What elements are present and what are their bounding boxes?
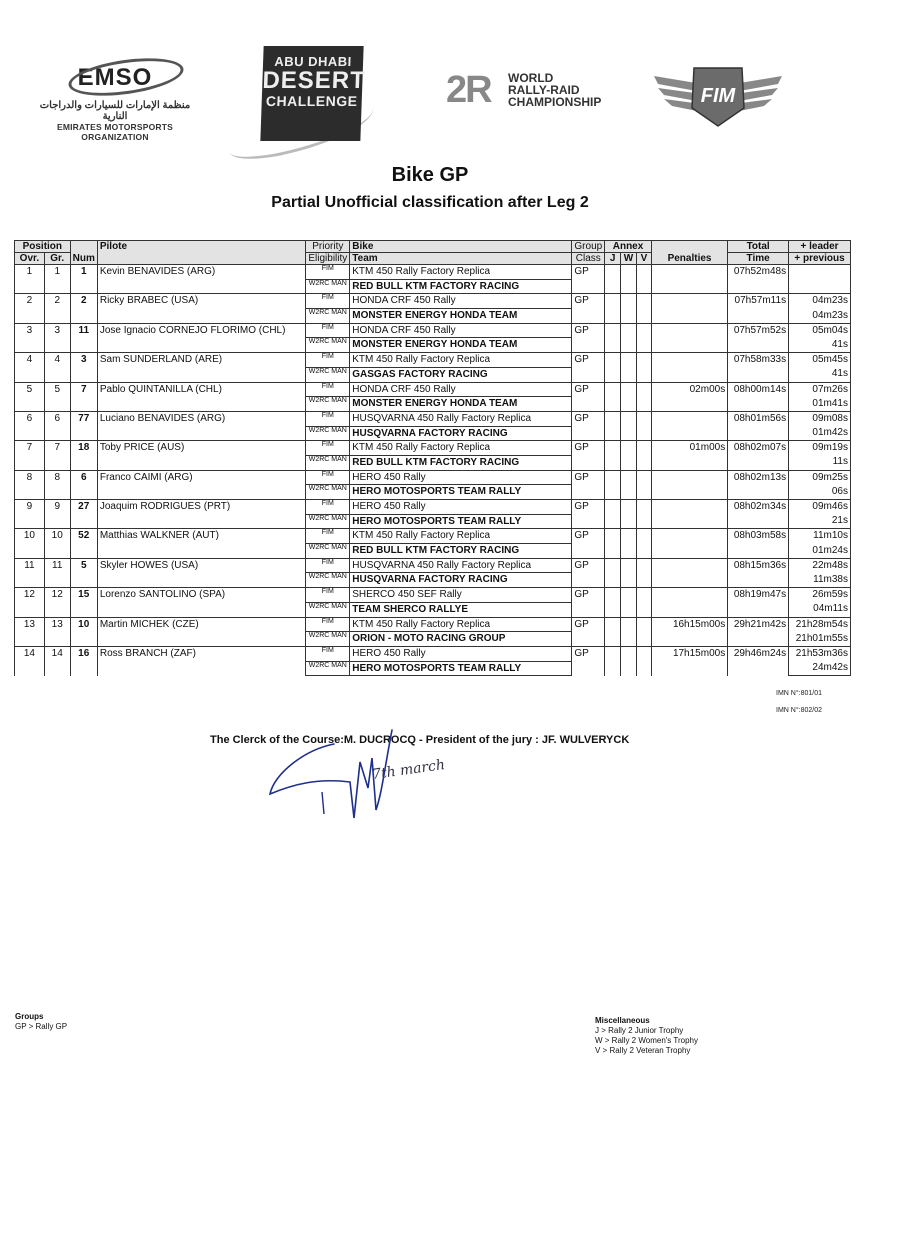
cell-plus-leader: 11m10s — [789, 529, 851, 544]
cell-penalty: 02m00s — [651, 382, 727, 411]
header-annex: Annex — [605, 241, 652, 253]
cell-team: MONSTER ENERGY HONDA TEAM — [350, 309, 572, 324]
table-row — [15, 265, 851, 280]
cell-team: RED BULL KTM FACTORY RACING — [350, 279, 572, 294]
cell-bike: HUSQVARNA 450 Rally Factory Replica — [350, 558, 572, 573]
imn-number-2: IMN N°:802/02 — [776, 707, 822, 714]
cell-penalty: 16h15m00s — [651, 617, 727, 646]
cell-class: GP — [572, 382, 605, 411]
cell-plus-leader — [789, 265, 851, 280]
cell-ovr: 5 — [15, 382, 45, 411]
cell-eligibility: W2RC MAN — [306, 397, 350, 412]
cell-bike: HERO 450 Rally — [350, 646, 572, 661]
wrr-line3: CHAMPIONSHIP — [508, 95, 602, 109]
cell-ovr: 10 — [15, 529, 45, 558]
cell-plus-previous: 41s — [789, 338, 851, 353]
cell-plus-previous: 04m11s — [789, 602, 851, 617]
wrr-mark: 2R — [446, 69, 491, 111]
cell-num: 3 — [70, 353, 97, 382]
cell-annex-v — [636, 588, 651, 617]
cell-bike: KTM 450 Rally Factory Replica — [350, 617, 572, 632]
cell-annex-v — [636, 323, 651, 352]
cell-bike: KTM 450 Rally Factory Replica — [350, 265, 572, 280]
cell-bike: KTM 450 Rally Factory Replica — [350, 529, 572, 544]
cell-eligibility: W2RC MAN — [306, 544, 350, 559]
table-row — [15, 646, 851, 661]
cell-bike: HONDA CRF 450 Rally — [350, 323, 572, 338]
cell-gr: 10 — [44, 529, 70, 558]
cell-plus-leader: 22m48s — [789, 558, 851, 573]
cell-bike: HONDA CRF 450 Rally — [350, 382, 572, 397]
cell-priority: FIM — [306, 353, 350, 368]
cell-class: GP — [572, 470, 605, 499]
cell-eligibility: W2RC MAN — [306, 514, 350, 529]
table-row — [15, 617, 851, 632]
cell-ovr: 8 — [15, 470, 45, 499]
cell-total-time: 07h58m33s — [728, 353, 789, 382]
table-row — [15, 353, 851, 368]
emso-word: EMSO — [77, 64, 153, 91]
cell-total-time: 08h02m34s — [728, 500, 789, 529]
cell-priority: FIM — [306, 441, 350, 456]
cell-annex-j — [605, 441, 621, 470]
cell-ovr: 6 — [15, 411, 45, 440]
cell-total-time: 07h57m11s — [728, 294, 789, 323]
cell-team: HUSQVARNA FACTORY RACING — [350, 573, 572, 588]
cell-class: GP — [572, 558, 605, 587]
cell-eligibility: W2RC MAN — [306, 632, 350, 647]
cell-ovr: 3 — [15, 323, 45, 352]
cell-priority: FIM — [306, 558, 350, 573]
table-header — [15, 241, 851, 265]
page-title: Bike GP — [391, 164, 469, 186]
header-time: Time — [728, 253, 789, 265]
cell-num: 77 — [70, 411, 97, 440]
cell-total-time: 07h52m48s — [728, 265, 789, 294]
page-subtitle: Partial Unofficial classification after Leg 2 — [271, 194, 589, 211]
cell-ovr: 4 — [15, 353, 45, 382]
cell-plus-previous: 21s — [789, 514, 851, 529]
cell-total-time: 08h01m56s — [728, 411, 789, 440]
header-annex-w: W — [621, 253, 637, 265]
cell-priority: FIM — [306, 529, 350, 544]
header-priority: Priority — [306, 241, 350, 253]
groups-title: Groups — [15, 1012, 44, 1021]
cell-priority: FIM — [306, 500, 350, 515]
header-eligibility: Eligibility — [306, 253, 350, 265]
cell-ovr: 7 — [15, 441, 45, 470]
emso-arabic-name: منظمة الإمارات للسيارات والدراجات النارية — [39, 100, 191, 122]
cell-eligibility: W2RC MAN — [306, 485, 350, 500]
cell-ovr: 14 — [15, 646, 45, 675]
cell-pilote: Skyler HOWES (USA) — [97, 558, 306, 587]
cell-priority: FIM — [306, 646, 350, 661]
table-row — [15, 411, 851, 426]
cell-plus-leader: 09m08s — [789, 411, 851, 426]
cell-annex-v — [636, 470, 651, 499]
cell-bike: HUSQVARNA 450 Rally Factory Replica — [350, 411, 572, 426]
header-previous: + previous — [789, 253, 851, 265]
cell-annex-v — [636, 558, 651, 587]
cell-penalty — [651, 470, 727, 499]
cell-annex-w — [621, 323, 637, 352]
groups-legend — [15, 1012, 67, 1032]
misc-item-j: J > Rally 2 Junior Trophy — [595, 1026, 684, 1035]
table-row — [15, 588, 851, 603]
table-row — [15, 529, 851, 544]
fim-mark: FIM — [700, 85, 736, 107]
adc-line3: CHALLENGE — [265, 93, 358, 109]
cell-gr: 6 — [44, 411, 70, 440]
cell-total-time: 29h46m24s — [728, 646, 789, 675]
cell-priority: FIM — [306, 617, 350, 632]
cell-annex-j — [605, 558, 621, 587]
cell-annex-v — [636, 617, 651, 646]
cell-eligibility: W2RC MAN — [306, 367, 350, 382]
cell-plus-previous: 24m42s — [789, 661, 851, 676]
cell-eligibility: W2RC MAN — [306, 426, 350, 441]
cell-gr: 13 — [44, 617, 70, 646]
cell-total-time: 08h02m13s — [728, 470, 789, 499]
misc-item-v: V > Rally 2 Veteran Trophy — [595, 1046, 691, 1055]
table-row — [15, 441, 851, 456]
cell-num: 1 — [70, 265, 97, 294]
cell-penalty — [651, 353, 727, 382]
cell-penalty — [651, 588, 727, 617]
cell-eligibility: W2RC MAN — [306, 338, 350, 353]
table-row — [15, 558, 851, 573]
cell-priority: FIM — [306, 588, 350, 603]
cell-team: HERO MOTOSPORTS TEAM RALLY — [350, 661, 572, 676]
cell-plus-leader: 05m04s — [789, 323, 851, 338]
cell-annex-v — [636, 265, 651, 294]
cell-annex-w — [621, 470, 637, 499]
cell-pilote: Sam SUNDERLAND (ARE) — [97, 353, 306, 382]
cell-bike: SHERCO 450 SEF Rally — [350, 588, 572, 603]
cell-annex-w — [621, 411, 637, 440]
wrr-line2: RALLY-RAID — [508, 83, 580, 97]
cell-annex-v — [636, 500, 651, 529]
cell-ovr: 12 — [15, 588, 45, 617]
cell-class: GP — [572, 441, 605, 470]
cell-team: MONSTER ENERGY HONDA TEAM — [350, 338, 572, 353]
cell-plus-leader: 07m26s — [789, 382, 851, 397]
cell-penalty — [651, 265, 727, 294]
cell-team: ORION - MOTO RACING GROUP — [350, 632, 572, 647]
cell-plus-leader: 09m25s — [789, 470, 851, 485]
cell-annex-v — [636, 646, 651, 675]
cell-num: 10 — [70, 617, 97, 646]
cell-team: GASGAS FACTORY RACING — [350, 367, 572, 382]
cell-eligibility: W2RC MAN — [306, 602, 350, 617]
table-row — [15, 470, 851, 485]
cell-plus-previous: 04m23s — [789, 309, 851, 324]
cell-total-time: 08h00m14s — [728, 382, 789, 411]
cell-plus-previous: 01m42s — [789, 426, 851, 441]
cell-annex-w — [621, 382, 637, 411]
cell-num: 6 — [70, 470, 97, 499]
header-pilote: Pilote — [97, 241, 306, 265]
misc-item-w: W > Rally 2 Women's Trophy — [595, 1036, 698, 1045]
cell-num: 18 — [70, 441, 97, 470]
cell-pilote: Matthias WALKNER (AUT) — [97, 529, 306, 558]
cell-penalty: 01m00s — [651, 441, 727, 470]
cell-eligibility: W2RC MAN — [306, 279, 350, 294]
header-logos — [0, 40, 900, 160]
cell-priority: FIM — [306, 411, 350, 426]
cell-plus-previous: 41s — [789, 367, 851, 382]
cell-num: 11 — [70, 323, 97, 352]
cell-annex-j — [605, 470, 621, 499]
emso-logo — [30, 58, 200, 142]
cell-annex-j — [605, 323, 621, 352]
cell-class: GP — [572, 500, 605, 529]
cell-annex-w — [621, 529, 637, 558]
adc-line2: DESERT — [261, 67, 367, 94]
header-num: Num — [70, 241, 97, 265]
cell-ovr: 9 — [15, 500, 45, 529]
cell-pilote: Toby PRICE (AUS) — [97, 441, 306, 470]
cell-penalty — [651, 500, 727, 529]
header-penalties: Penalties — [651, 241, 727, 265]
cell-ovr: 1 — [15, 265, 45, 294]
cell-team: RED BULL KTM FACTORY RACING — [350, 544, 572, 559]
cell-annex-v — [636, 529, 651, 558]
cell-class: GP — [572, 265, 605, 294]
clerk-of-course-line: The Clerck of the Course:M. DUCROCQ - President of the jury : JF. WULVERYCK — [210, 734, 630, 746]
cell-plus-leader: 21h28m54s — [789, 617, 851, 632]
header-annex-v: V — [636, 253, 651, 265]
cell-plus-previous: 11m38s — [789, 573, 851, 588]
cell-team: TEAM SHERCO RALLYE — [350, 602, 572, 617]
cell-eligibility: W2RC MAN — [306, 573, 350, 588]
cell-team: HERO MOTOSPORTS TEAM RALLY — [350, 485, 572, 500]
cell-annex-w — [621, 588, 637, 617]
cell-annex-w — [621, 646, 637, 675]
cell-penalty — [651, 558, 727, 587]
cell-annex-v — [636, 441, 651, 470]
cell-class: GP — [572, 617, 605, 646]
cell-annex-v — [636, 353, 651, 382]
groups-item: GP > Rally GP — [15, 1022, 68, 1031]
cell-annex-w — [621, 500, 637, 529]
cell-pilote: Pablo QUINTANILLA (CHL) — [97, 382, 306, 411]
cell-pilote: Ross BRANCH (ZAF) — [97, 646, 306, 675]
cell-plus-previous: 11s — [789, 455, 851, 470]
cell-plus-previous: 06s — [789, 485, 851, 500]
cell-plus-leader: 04m23s — [789, 294, 851, 309]
cell-gr: 14 — [44, 646, 70, 675]
cell-class: GP — [572, 646, 605, 675]
cell-penalty: 17h15m00s — [651, 646, 727, 675]
cell-bike: HERO 450 Rally — [350, 470, 572, 485]
cell-eligibility: W2RC MAN — [306, 661, 350, 676]
cell-annex-v — [636, 294, 651, 323]
cell-penalty — [651, 323, 727, 352]
cell-gr: 9 — [44, 500, 70, 529]
cell-plus-leader: 09m19s — [789, 441, 851, 456]
cell-gr: 7 — [44, 441, 70, 470]
cell-annex-j — [605, 294, 621, 323]
header-annex-j: J — [605, 253, 621, 265]
cell-pilote: Kevin BENAVIDES (ARG) — [97, 265, 306, 294]
cell-annex-j — [605, 617, 621, 646]
cell-priority: FIM — [306, 470, 350, 485]
cell-priority: FIM — [306, 382, 350, 397]
cell-pilote: Jose Ignacio CORNEJO FLORIMO (CHL) — [97, 323, 306, 352]
cell-gr: 2 — [44, 294, 70, 323]
cell-annex-w — [621, 441, 637, 470]
cell-pilote: Ricky BRABEC (USA) — [97, 294, 306, 323]
cell-gr: 5 — [44, 382, 70, 411]
table-row — [15, 500, 851, 515]
cell-annex-j — [605, 382, 621, 411]
cell-team: HUSQVARNA FACTORY RACING — [350, 426, 572, 441]
cell-team: HERO MOTOSPORTS TEAM RALLY — [350, 514, 572, 529]
cell-bike: KTM 450 Rally Factory Replica — [350, 353, 572, 368]
cell-class: GP — [572, 411, 605, 440]
cell-ovr: 13 — [15, 617, 45, 646]
miscellaneous-legend — [595, 1016, 698, 1056]
cell-plus-previous: 01m24s — [789, 544, 851, 559]
cell-priority: FIM — [306, 323, 350, 338]
cell-ovr: 11 — [15, 558, 45, 587]
cell-annex-j — [605, 529, 621, 558]
abu-dhabi-desert-challenge-logo — [260, 46, 367, 141]
cell-eligibility: W2RC MAN — [306, 309, 350, 324]
cell-penalty — [651, 411, 727, 440]
cell-annex-w — [621, 294, 637, 323]
imn-number-1: IMN N°:801/01 — [776, 690, 822, 697]
cell-class: GP — [572, 353, 605, 382]
cell-annex-j — [605, 411, 621, 440]
world-rally-raid-logo — [446, 70, 606, 110]
cell-plus-leader: 26m59s — [789, 588, 851, 603]
cell-annex-j — [605, 646, 621, 675]
cell-plus-leader: 09m46s — [789, 500, 851, 515]
cell-pilote: Luciano BENAVIDES (ARG) — [97, 411, 306, 440]
cell-total-time: 07h57m52s — [728, 323, 789, 352]
cell-annex-v — [636, 411, 651, 440]
cell-annex-j — [605, 588, 621, 617]
classification-table — [14, 240, 851, 676]
cell-total-time: 08h19m47s — [728, 588, 789, 617]
cell-ovr: 2 — [15, 294, 45, 323]
cell-annex-v — [636, 382, 651, 411]
cell-annex-w — [621, 265, 637, 294]
cell-gr: 1 — [44, 265, 70, 294]
cell-team: MONSTER ENERGY HONDA TEAM — [350, 397, 572, 412]
cell-total-time: 08h15m36s — [728, 558, 789, 587]
header-leader: + leader — [789, 241, 851, 253]
table-row — [15, 323, 851, 338]
cell-bike: HERO 450 Rally — [350, 500, 572, 515]
cell-team: RED BULL KTM FACTORY RACING — [350, 455, 572, 470]
cell-pilote: Martin MICHEK (CZE) — [97, 617, 306, 646]
emso-english-name: EMIRATES MOTORSPORTS ORGANIZATION — [56, 122, 174, 142]
wrr-line1: WORLD — [508, 71, 554, 85]
cell-annex-w — [621, 617, 637, 646]
table-row — [15, 382, 851, 397]
cell-annex-w — [621, 558, 637, 587]
header-ovr: Ovr. — [15, 253, 45, 265]
cell-gr: 11 — [44, 558, 70, 587]
cell-total-time: 08h03m58s — [728, 529, 789, 558]
cell-gr: 4 — [44, 353, 70, 382]
cell-class: GP — [572, 294, 605, 323]
cell-total-time: 29h21m42s — [728, 617, 789, 646]
cell-bike: HONDA CRF 450 Rally — [350, 294, 572, 309]
cell-num: 7 — [70, 382, 97, 411]
cell-penalty — [651, 529, 727, 558]
cell-num: 15 — [70, 588, 97, 617]
cell-plus-leader: 05m45s — [789, 353, 851, 368]
misc-title: Miscellaneous — [595, 1016, 650, 1025]
cell-num: 52 — [70, 529, 97, 558]
cell-eligibility: W2RC MAN — [306, 455, 350, 470]
table-body — [15, 265, 851, 676]
cell-total-time: 08h02m07s — [728, 441, 789, 470]
table-row — [15, 294, 851, 309]
cell-plus-previous: 01m41s — [789, 397, 851, 412]
cell-class: GP — [572, 588, 605, 617]
cell-num: 16 — [70, 646, 97, 675]
cell-plus-previous — [789, 279, 851, 294]
cell-plus-leader: 21h53m36s — [789, 646, 851, 661]
cell-gr: 12 — [44, 588, 70, 617]
cell-bike: KTM 450 Rally Factory Replica — [350, 441, 572, 456]
header-bike: Bike — [350, 241, 572, 253]
signature-date: 7th march — [371, 756, 446, 784]
header-position: Position — [15, 241, 71, 253]
cell-class: GP — [572, 323, 605, 352]
cell-penalty — [651, 294, 727, 323]
cell-priority: FIM — [306, 294, 350, 309]
header-total: Total — [728, 241, 789, 253]
adc-line1: ABU DHABI — [274, 54, 353, 69]
fim-logo — [652, 62, 784, 130]
header-class: Class — [572, 253, 605, 265]
cell-annex-w — [621, 353, 637, 382]
cell-annex-j — [605, 353, 621, 382]
header-gr: Gr. — [44, 253, 70, 265]
header-group: Group — [572, 241, 605, 253]
cell-num: 5 — [70, 558, 97, 587]
cell-annex-j — [605, 500, 621, 529]
cell-annex-j — [605, 265, 621, 294]
header-team: Team — [350, 253, 572, 265]
cell-gr: 3 — [44, 323, 70, 352]
cell-num: 2 — [70, 294, 97, 323]
cell-pilote: Franco CAIMI (ARG) — [97, 470, 306, 499]
cell-pilote: Joaquim RODRIGUES (PRT) — [97, 500, 306, 529]
cell-gr: 8 — [44, 470, 70, 499]
cell-num: 27 — [70, 500, 97, 529]
cell-class: GP — [572, 529, 605, 558]
cell-priority: FIM — [306, 265, 350, 280]
cell-pilote: Lorenzo SANTOLINO (SPA) — [97, 588, 306, 617]
cell-plus-previous: 21h01m55s — [789, 632, 851, 647]
